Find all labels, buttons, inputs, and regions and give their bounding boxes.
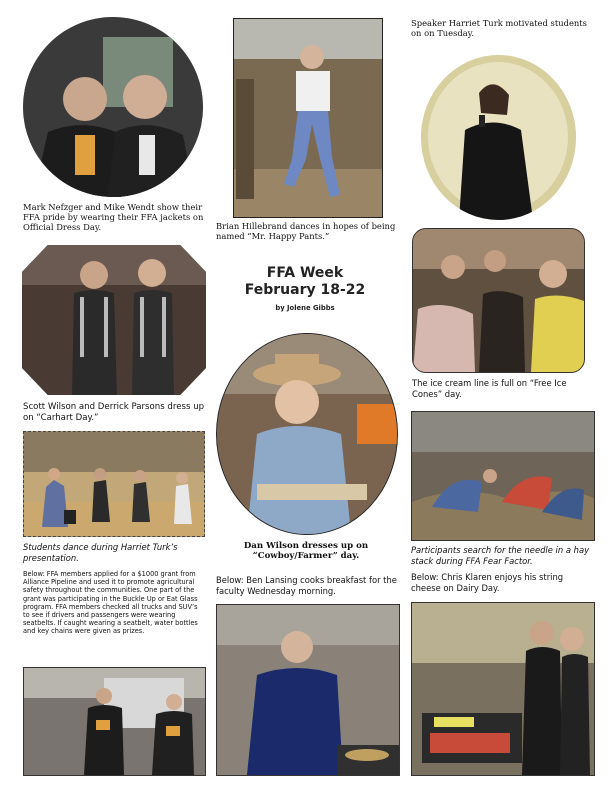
photo-gym-dance	[23, 431, 205, 537]
photo-dairy-day	[411, 602, 595, 776]
photo-dancing-student	[233, 18, 383, 218]
title-line-1: FFA Week	[266, 265, 344, 281]
photo-breakfast-cook	[216, 604, 400, 776]
caption-dancing-student: Brian Hillebrand dances in hopes of being named “Mr. Happy Pants.”	[216, 221, 396, 242]
caption-carhart-day: Scott Wilson and Derrick Parsons dress up on “Carhart Day.”	[23, 402, 205, 424]
grant-article-text: Below: FFA members applied for a $1000 grant from Alliance Pipeline and used it to promote agricultural safety throughout the communities. One part of the grant was participating in the Buckle Up or Eat Glass program. FFA members checked all trucks and SUV’s to see if drivers and passengers were wearing seatbelts. If caught wearing a seatbelt, water bottles and key chains were given as prizes.	[23, 570, 198, 636]
caption-breakfast-cook: Below: Ben Lansing cooks breakfast for the faculty Wednesday morning.	[216, 575, 397, 596]
byline: by Jolene Gibbs	[275, 304, 335, 312]
photo-cowboy	[216, 333, 398, 535]
article-title	[225, 265, 385, 312]
caption-speaker: Speaker Harriet Turk motivated students on on Tuesday.	[411, 18, 587, 39]
photo-ffa-jackets	[23, 17, 203, 197]
caption-cowboy: Dan Wilson dresses up on “Cowboy/Farmer” day.	[243, 541, 369, 562]
caption-hay-stack: Participants search for the needle in a hay stack during FFA Fear Factor.	[411, 545, 590, 567]
caption-dairy-day: Below: Chris Klaren enjoys his string cheese on Dairy Day.	[411, 572, 564, 593]
photo-hay-stack	[411, 411, 595, 541]
photo-seatbelt-check	[23, 667, 206, 776]
caption-ffa-jackets: Mark Nefzger and Mike Wendt show their FFA pride by wearing their FFA jackets on Official Dress Day.	[23, 202, 204, 233]
photo-carhart-day	[22, 245, 206, 395]
title-line-2: February 18-22	[244, 282, 366, 298]
photo-speaker	[421, 55, 576, 220]
caption-gym-dance: Students dance during Harriet Turk’s presentation.	[23, 542, 178, 564]
photo-ice-cream-line	[412, 228, 585, 373]
caption-ice-cream-line: The ice cream line is full on “Free Ice Cones” day.	[412, 378, 567, 399]
